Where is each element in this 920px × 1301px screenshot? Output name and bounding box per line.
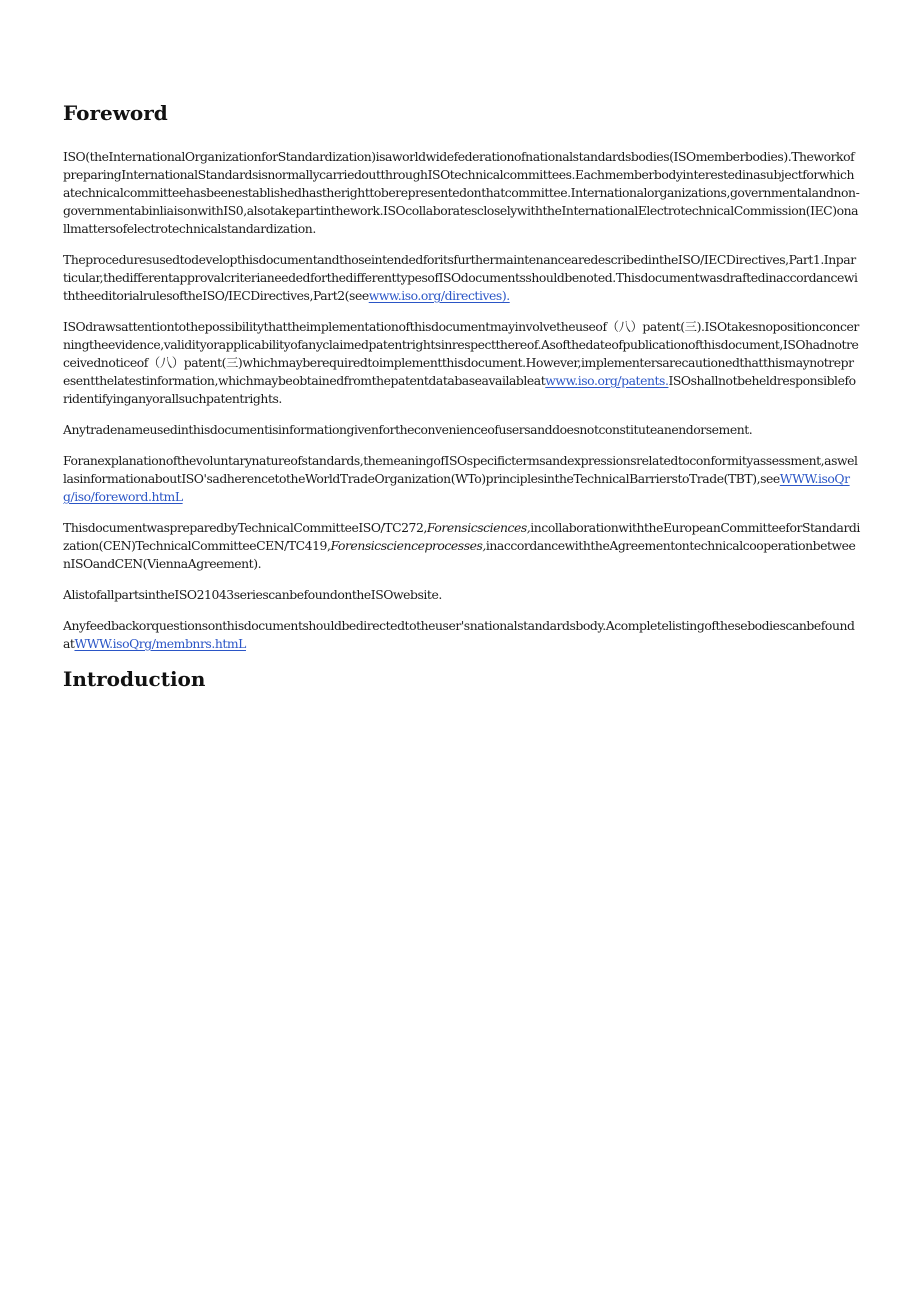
paragraph-patents — [63, 318, 860, 408]
paragraph-text: Foranexplanationofthevoluntarynatureofstandards,themeaningofISOspecifictermsandexpressionsrelatedtoconformityassessment,aswellasinformationaboutISO'sadherencetotheWorldTradeOrganization(WTo)principlesintheTechnicalBarrierstoTrade(TBT),see — [63, 453, 858, 486]
paragraph-text: ISOdrawsattentiontothepossibilitythattheimplementationofthisdocumentmayinvolvetheuseof（八）patent(三).ISOtakesnopositionconcerningtheevidence,validityorapplicabilityofanyclaimedpatentrightsinrespectthereof.Asofthedateofpublicationofthisdocument,ISOhadnotreceivednoticeof（八）patent(三)whichmayberequiredtoimplementthisdocument.However,implementersarecautionedthatthismaynotrepresentthelatestinformation,whichmaybeobtainedfromthepatentdatabaseavailableat — [63, 319, 859, 388]
committee-name-italic: Forensicsciences, — [426, 520, 531, 535]
paragraph-text: ISO(theInternationalOrganizationforStandardization)isaworldwidefederationofnationalstandardsbodies(ISOmemberbodies).TheworkofpreparingInternationalStandardsisnormallycarriedoutthroughISOtechnicalcommittees.Eachmemberbodyinterestedinasubjectforwhichatechnicalcommitteehasbeenestablishedhastherighttoberepresentedonthatcommittee.Internationalorganizations,governmentalandnon-governmentabinliaisonwithIS0,alsotakepartinthework.ISOcollaboratescloselywiththeInternationalElectrotechnicalCommission(IEC)onallmattersofelectrotechnicalstandardization. — [63, 149, 860, 236]
paragraph-procedures — [63, 251, 860, 305]
paragraph-text: TheproceduresusedtodevelopthisdocumentandthoseintendedforitsfurthermaintenancearedescribedintheISO/IECDirectives,Part1.Inparticular,thedifferentapprovalcriterianeededforthedifferenttypesofISOdocumentsshouldbenoted.ThisdocumentwasdraftedinaccordancewiththeeditorialrulesoftheISO/IECDirectives,Part2(see — [63, 252, 858, 303]
paragraph-text: incollaborationwiththeEuropeanCommitteeforStandardization(CEN)TechnicalCommitteeCEN/TC419, — [63, 520, 860, 553]
paragraph-text: inaccordancewiththeAgreementontechnicalcooperationbetweenISOandCEN(ViennaAgreement). — [63, 538, 856, 571]
paragraph-text: ThisdocumentwaspreparedbyTechnicalCommitteeISO/TC272, — [63, 520, 427, 535]
paragraph-iso-about — [63, 148, 860, 238]
directives-link[interactable]: www.iso.org/directives). — [368, 288, 510, 303]
paragraph-text: AlistofallpartsintheISO21043seriescanbefoundontheISOwebsite. — [63, 587, 442, 602]
members-link[interactable]: WWW.isoQrg/membnrs.htmL — [74, 636, 246, 651]
committee-name-italic: Forensicscienceprocesses, — [330, 538, 486, 553]
introduction-heading: Introduction — [63, 667, 206, 691]
paragraph-prepared-by — [63, 519, 860, 573]
paragraph-trade-name — [63, 421, 860, 439]
paragraph-text: Anyfeedbackorquestionsonthisdocumentshouldbedirectedtotheuser'snationalstandardsbody.Acompletelistingofthesebodiescanbefoundat — [63, 618, 855, 651]
foreword-heading: Foreword — [63, 101, 168, 125]
paragraph-text: Anytradenameusedinthisdocumentisinformationgivenfortheconvenienceofusersanddoesnotconstituteanendorsement. — [63, 422, 753, 437]
patents-link[interactable]: www.iso.org/patents. — [545, 373, 669, 388]
paragraph-text: ISOshallnotbeheldresponsibleforidentifyinganyorallsuchpatentrights. — [63, 373, 856, 406]
paragraph-feedback — [63, 617, 860, 653]
paragraph-voluntary-nature — [63, 452, 860, 506]
foreword-link[interactable]: WWW.isoQrg/iso/foreword.htmL — [63, 471, 850, 504]
paragraph-parts-list — [63, 586, 860, 604]
